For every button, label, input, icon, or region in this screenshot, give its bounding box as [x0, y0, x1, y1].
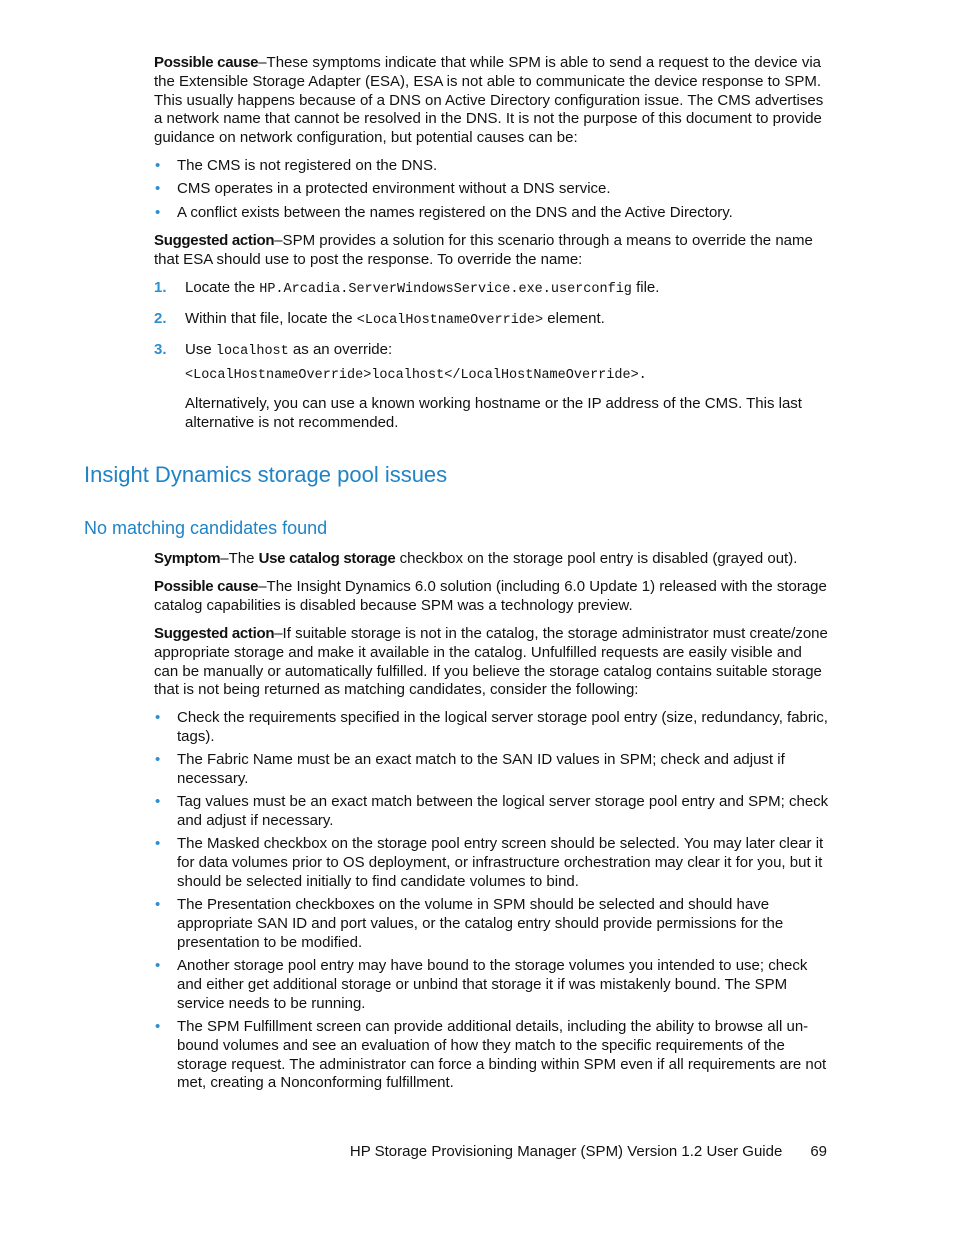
list-item — [154, 1018, 830, 1093]
causes-list — [154, 157, 830, 223]
symptom-dash: –The — [220, 550, 259, 567]
page-footer — [300, 1143, 827, 1160]
list-item-text: Check the requirements specified in the logical server storage pool entry (size, redundancy, fabric, tags). — [177, 709, 828, 745]
step-code: HP.Arcadia.ServerWindowsService.exe.userconfig — [259, 282, 632, 297]
suggested-action-paragraph — [154, 232, 830, 270]
list-item-text: The Masked checkbox on the storage pool entry screen should be selected. You may later clear it for data volumes prior to OS deployment, or infrastructure orchestration may clear it for you, but it should be selected initially to find candidate volumes to bind. — [177, 835, 824, 890]
page-number: 69 — [810, 1143, 827, 1160]
step-text: Locate the — [185, 279, 260, 296]
bullet-icon: • — [155, 180, 161, 198]
considerations-list — [154, 709, 830, 1093]
possible-cause-label-2: Possible cause — [154, 578, 259, 595]
bullet-icon: • — [155, 709, 161, 726]
subsection-heading: No matching candidates found — [84, 518, 328, 538]
list-item — [154, 957, 830, 1013]
suggested-action-label-2: Suggested action — [154, 625, 275, 642]
step-text-after: element. — [543, 309, 605, 327]
suggested-action-text: –SPM provides a solution for this scenario through a means to override the name that ESA should use to post the response. To override the name: — [154, 232, 813, 268]
list-item-text: Tag values must be an exact match between the logical server storage pool entry and SPM; check and adjust if necessary. — [177, 793, 829, 829]
list-item — [154, 180, 830, 199]
list-item-text: The Presentation checkboxes on the volume in SPM should be selected and should have appropriate SAN ID and port values, or the catalog entry should provide permissions for the presentation to be modified. — [177, 896, 784, 951]
step-number: 1. — [154, 279, 167, 296]
bullet-icon: • — [155, 751, 161, 769]
step-code: <LocalHostnameOverride> — [356, 312, 544, 328]
suggested-action-paragraph-2 — [154, 625, 830, 700]
suggested-action-label: Suggested action — [154, 232, 275, 249]
list-item — [154, 204, 830, 223]
list-item-text: CMS operates in a protected environment without a DNS service. — [177, 180, 611, 198]
symptom-bold-text: Use catalog storage — [258, 550, 396, 567]
override-code-line: <LocalHostnameOverride>localhost</LocalHostNameOverride>. — [185, 368, 647, 383]
alternative-paragraph: Alternatively, you can use a known working hostname or the IP address of the CMS. This last alternative is not recommended. — [185, 395, 802, 431]
step-item — [154, 341, 830, 362]
step-number: 3. — [154, 340, 167, 358]
bullet-icon: • — [155, 835, 161, 853]
bullet-icon: • — [155, 203, 161, 221]
footer-title: HP Storage Provisioning Manager (SPM) Version 1.2 User Guide — [349, 1143, 783, 1160]
possible-cause-paragraph — [154, 54, 830, 148]
list-item — [154, 896, 830, 952]
bullet-icon: • — [155, 957, 161, 975]
suggested-action-text-2: –If suitable storage is not in the catalog, the storage administrator must create/zone appropriate storage and make it available in the catalog. Unfulfilled requests are easily visible and can be manually or automatically fulfilled. If you believe the storage catalog contains suitable storage that is not being returned as matching candidates, consider the following: — [154, 625, 828, 699]
step-item — [154, 310, 830, 331]
step-text-after: as an override: — [288, 340, 393, 358]
list-item-text: Another storage pool entry may have bound to the storage volumes you intended to use; check and either get additional storage or unbind that storage it if was mistakenly bound. The SPM service needs to be running. — [177, 957, 808, 1012]
list-item-text: The CMS is not registered on the DNS. — [177, 157, 438, 174]
possible-cause-label: Possible cause — [154, 54, 259, 71]
section-heading: Insight Dynamics storage pool issues — [84, 462, 448, 487]
list-item — [154, 709, 830, 747]
symptom-label: Symptom — [154, 550, 221, 567]
bullet-icon: • — [155, 793, 161, 811]
step-number: 2. — [154, 309, 167, 327]
list-item-text: The SPM Fulfillment screen can provide additional details, including the ability to browse all unbound volumes and see an evaluation of how they match to the specific requirements of the storage request. The administrator can force a binding within SPM even if all requirements are not met, creating a Nonconforming fulfillment. — [177, 1017, 827, 1092]
list-item — [154, 157, 830, 176]
list-item — [154, 835, 830, 891]
list-item-text: The Fabric Name must be an exact match to the SAN ID values in SPM; check and adjust if necessary. — [177, 751, 785, 787]
symptom-text: checkbox on the storage pool entry is disabled (grayed out). — [395, 550, 798, 567]
symptom-paragraph — [154, 550, 830, 569]
possible-cause-text: –These symptoms indicate that while SPM is able to send a request to the device via the Extensible Storage Adapter (ESA), ESA is not able to communicate the device response to SPM. This usually happens because of a DNS on Active Directory configuration issue. The CMS advertises a network name that cannot be resolved in the DNS. It is not the purpose of this document to provide guidance on network configuration, but potential causes can be: — [154, 54, 824, 147]
step-item — [154, 279, 830, 300]
step-code: localhost — [215, 343, 289, 359]
step-text: Within that file, locate the — [185, 309, 357, 327]
possible-cause-paragraph-2 — [154, 578, 830, 616]
list-item — [154, 751, 830, 789]
list-item — [154, 793, 830, 831]
bullet-icon: • — [155, 157, 161, 174]
steps-list — [154, 279, 830, 361]
step-text-after: file. — [631, 279, 660, 296]
step-text: Use — [185, 340, 216, 358]
bullet-icon: • — [155, 896, 161, 914]
bullet-icon: • — [155, 1017, 161, 1035]
list-item-text: A conflict exists between the names registered on the DNS and the Active Directory. — [177, 203, 733, 221]
possible-cause-text-2: –The Insight Dynamics 6.0 solution (including 6.0 Update 1) released with the storage catalog capabilities is disabled because SPM was a technology preview. — [154, 578, 827, 614]
